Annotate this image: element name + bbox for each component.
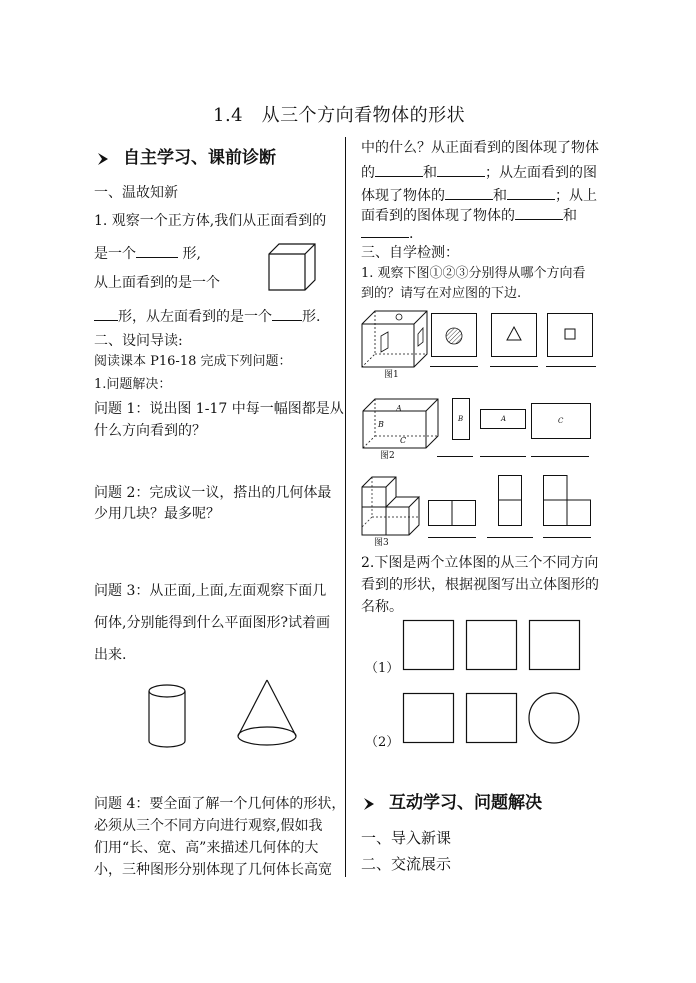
exercise1-line2: 到的？请写在对应图的下边. <box>361 286 522 301</box>
figure3-stacked-cubes <box>361 475 421 537</box>
cuboid-label-c: C <box>400 436 407 445</box>
answer-line[interactable] <box>490 366 538 367</box>
cube-drawing <box>268 243 316 291</box>
problem4-line2: 必须从三个不同方向进行观察,假如我 <box>94 818 323 834</box>
answer-line[interactable] <box>546 366 596 367</box>
q1-line1: 1. 观察一个正方体,我们从正面看到的 <box>94 213 327 229</box>
cuboid-label-b: B <box>378 420 384 429</box>
answer-blank[interactable] <box>361 225 409 238</box>
figure3-caption: 图3 <box>374 538 389 548</box>
continue-line5: . <box>361 225 413 241</box>
figure1-view-square <box>547 313 593 357</box>
problem3-line3: 出来. <box>94 647 127 663</box>
review-heading: 一、温故知新 <box>94 185 178 201</box>
exercise2-line2: 看到的形状，根据视图写出立体图形的 <box>361 577 599 593</box>
answer-line[interactable] <box>487 537 533 538</box>
problem2-line2: 少用几块？最多呢？ <box>94 506 220 522</box>
continue-line2: 的 和 ；从左面看到的图 <box>361 165 597 181</box>
view-square-1 <box>403 620 454 670</box>
problem1-line2: 什么方向看到的？ <box>94 423 206 439</box>
q1-line3: 从上面看到的是一个 <box>94 275 220 291</box>
problem4-line4: 小，三种图形分别体现了几何体长高宽 <box>94 862 332 878</box>
figure3-view-top <box>543 475 591 526</box>
cuboid-label-a: A <box>396 404 402 413</box>
answer-line[interactable] <box>531 456 589 457</box>
view-square-4 <box>403 693 454 743</box>
answer-blank[interactable] <box>375 164 423 177</box>
column-divider <box>345 137 346 877</box>
problem3-line1: 问题 3：从正面,上面,左面观察下面几 <box>94 583 327 599</box>
section-heading-self-study: 自主学习、课前诊断 <box>123 148 276 168</box>
answer-line[interactable] <box>437 456 473 457</box>
row2-label: （2） <box>365 735 400 750</box>
figure1-cube <box>361 310 429 372</box>
exercise2-line1: 2.下图是两个立体图的从三个不同方向 <box>361 555 599 571</box>
answer-blank[interactable] <box>515 207 563 220</box>
cylinder-drawing <box>147 683 187 749</box>
problem2-line1: 问题 2：完成议一议，搭出的几何体最 <box>94 485 332 501</box>
figure1-caption: 图1 <box>384 370 399 380</box>
exercise1-line1: 1. 观察下图①②③分别得从哪个方向看 <box>361 266 586 281</box>
figure1-view-triangle <box>491 313 537 357</box>
arrow-bullet-icon <box>96 152 110 166</box>
problem4-line3: 们用“长、宽、高”来描述几何体的大 <box>94 840 319 856</box>
view-square-5 <box>466 693 517 743</box>
view-label-b: B <box>458 415 464 423</box>
guide-intro: 阅读课本 P16-18 完成下列问题： <box>94 354 292 369</box>
continue-line4: 面看到的图体现了物体的 和 <box>361 208 577 224</box>
new-lesson-heading: 一、导入新课 <box>361 829 452 847</box>
problem4-line1: 问题 4：要全面了解一个几何体的形状， <box>94 796 346 812</box>
exercise2-line3: 名称。 <box>361 599 403 615</box>
problem1-line1: 问题 1：说出图 1-17 中每一幅图都是从 <box>94 401 344 417</box>
view-circle <box>528 692 580 744</box>
check-heading: 三、自学检测： <box>361 245 459 261</box>
view-label-c: C <box>558 417 564 425</box>
figure1-view-circle <box>431 313 477 357</box>
answer-line[interactable] <box>543 537 591 538</box>
continue-line1: 中的什么？从正面看到的图体现了物体 <box>361 140 599 156</box>
view-square-3 <box>529 620 580 670</box>
share-heading: 二、交流展示 <box>361 855 452 873</box>
answer-blank[interactable] <box>507 187 555 200</box>
section-heading-interactive: 互动学习、问题解决 <box>389 793 542 813</box>
page-title: 1.4 从三个方向看物体的形状 <box>213 105 466 126</box>
arrow-bullet-icon <box>362 797 376 811</box>
figure2-caption: 图2 <box>380 451 395 461</box>
answer-blank[interactable] <box>445 187 493 200</box>
continue-line3: 体现了物体的 和 ；从上 <box>361 188 597 204</box>
view-label-a: A <box>501 415 507 423</box>
answer-blank[interactable] <box>437 164 485 177</box>
figure3-view-front <box>428 500 476 526</box>
cone-drawing <box>236 678 298 748</box>
q1-line2: 是一个 形, <box>94 246 201 262</box>
view-square-2 <box>466 620 517 670</box>
guide-heading: 二、设问导读: <box>94 333 183 349</box>
figure3-view-left <box>498 475 522 526</box>
answer-line[interactable] <box>428 537 476 538</box>
answer-line[interactable] <box>430 366 478 367</box>
answer-blank[interactable] <box>136 245 178 258</box>
solve-heading: 1.问题解决： <box>94 377 172 392</box>
q1-line4: 形，从左面看到的是一个 形. <box>94 308 320 324</box>
problem3-line2: 何体,分别能得到什么平面图形?试着画 <box>94 615 330 631</box>
row1-label: （1） <box>365 661 400 676</box>
answer-blank[interactable] <box>94 308 118 321</box>
answer-blank[interactable] <box>272 308 302 321</box>
answer-line[interactable] <box>480 456 526 457</box>
